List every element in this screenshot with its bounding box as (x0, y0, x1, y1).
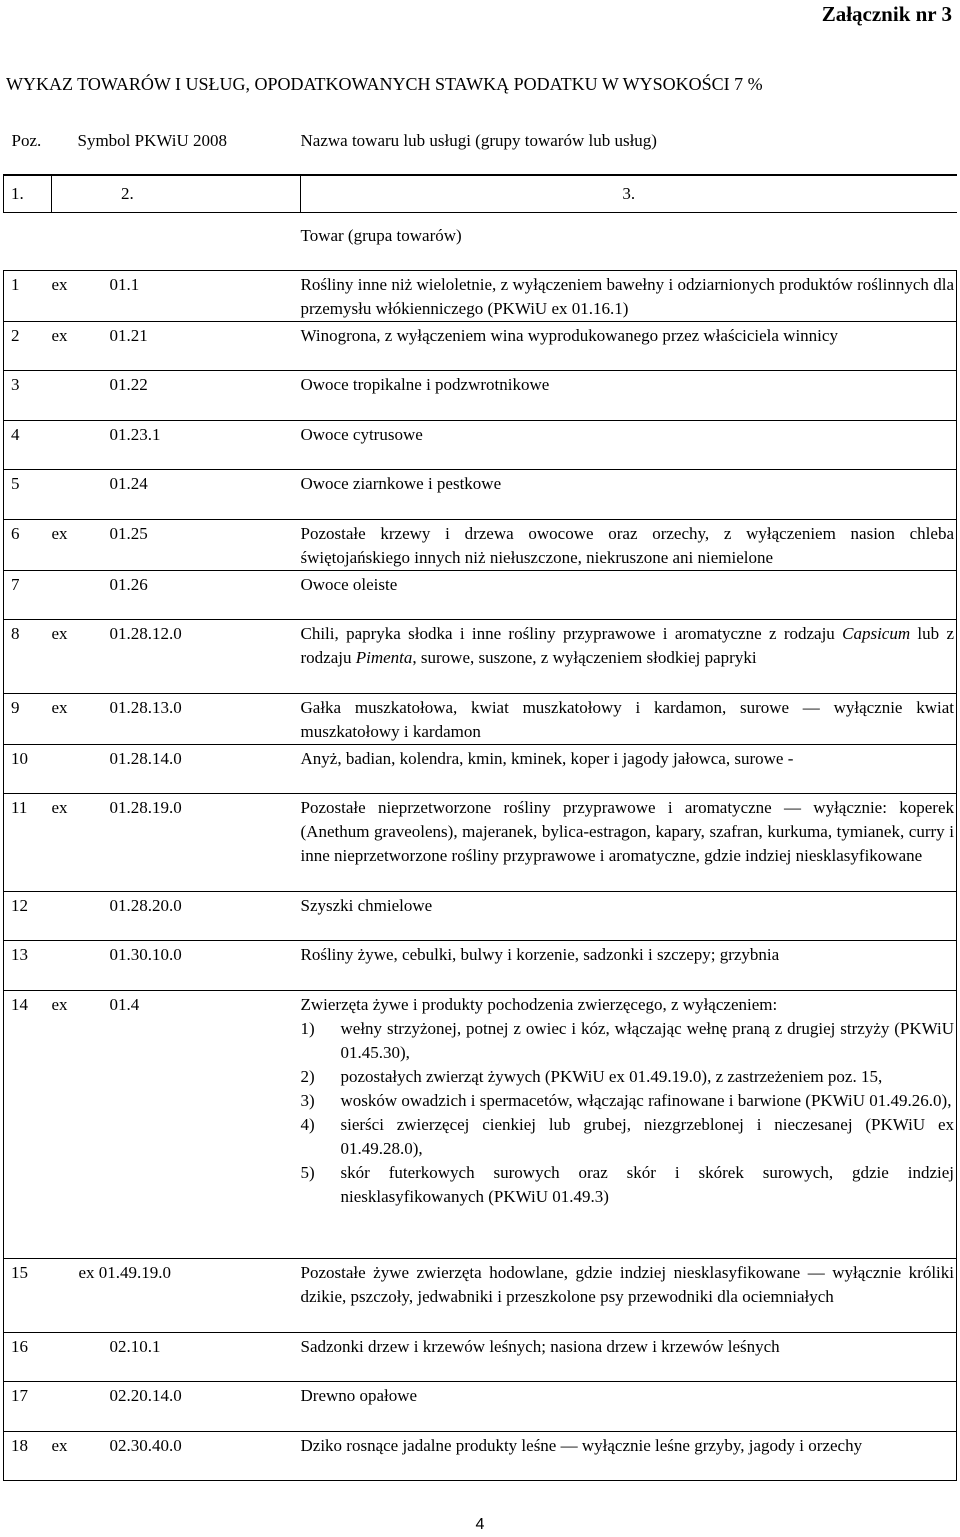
header-row (4, 127, 957, 175)
row-code: 01.24 (109, 474, 148, 493)
row-poz: 9 (11, 698, 20, 717)
table-row (4, 322, 957, 371)
row-ex: ex (51, 698, 68, 717)
row-code: 01.28.12.0 (109, 624, 182, 643)
row-text: Anyż, badian, kolendra, kmin, kminek, koper i jagody jałowca, surowe - (300, 749, 794, 768)
row-code: 01.28.13.0 (109, 698, 182, 717)
row-text (301, 991, 957, 1259)
row-code: 01.23.1 (109, 425, 161, 444)
column-number-3: 3. (301, 175, 957, 213)
row-poz: 2 (11, 326, 20, 345)
row-ex (52, 571, 110, 620)
row-poz: 8 (11, 624, 20, 643)
section-title: Towar (grupa towarów) (300, 226, 462, 245)
row-poz: 15 (11, 1263, 28, 1282)
row-ex: ex (51, 624, 68, 643)
row-ex: ex (51, 275, 68, 294)
row-poz: 3 (11, 375, 20, 394)
row-ex (52, 745, 110, 794)
row-code: 02.10.1 (109, 1337, 161, 1356)
list-item: 3) wosków owadzich i spermacetów, włączając rafinowane i barwione (PKWiU 01.49.26.0), (300, 1091, 952, 1110)
row-code: 01.28.14.0 (109, 749, 182, 768)
row-text: Szyszki chmielowe (300, 896, 433, 915)
table-row (4, 271, 957, 322)
row-code: 01.30.10.0 (109, 945, 182, 964)
section-row (4, 213, 957, 271)
row-poz: 1 (11, 275, 20, 294)
row-poz: 6 (11, 524, 20, 543)
row-code: 01.28.19.0 (109, 798, 182, 817)
table-row (4, 520, 957, 571)
table-row (4, 1259, 957, 1333)
row-poz: 4 (11, 425, 20, 444)
row-ex (52, 371, 110, 421)
table-row (4, 694, 957, 745)
table-row (4, 745, 957, 794)
row-code: 01.25 (109, 524, 148, 543)
row-text: Gałka muszkatołowa, kwiat muszkatołowy i kardamon, surowe ― wyłącznie kwiat muszkatołowy i kardamon (300, 698, 954, 741)
list-item: 1) wełny strzyżonej, potnej z owiec i kóz, włączając wełnę praną z drugiej strzyży (PKWiU 01.45.30), (300, 1019, 954, 1062)
row-ex: ex (51, 326, 68, 345)
header-symbol: Symbol PKWiU 2008 (77, 131, 227, 150)
row-ex (52, 1382, 110, 1432)
row-poz: 5 (11, 474, 20, 493)
row-text: Drewno opałowe (300, 1386, 418, 1405)
row-text: Owoce oleiste (300, 575, 398, 594)
row-code: 02.20.14.0 (109, 1386, 182, 1405)
annex-label: Załącznik nr 3 (821, 2, 952, 26)
column-number-1: 1. (4, 175, 52, 213)
header-name: Nazwa towaru lub usługi (grupy towarów lub usług) (300, 131, 657, 150)
row-text: Rośliny żywe, cebulki, bulwy i korzenie, sadzonki i szczepy; grzybnia (300, 945, 780, 964)
row-text: Dziko rosnące jadalne produkty leśne ― wyłącznie leśne grzyby, jagody i orzechy (300, 1436, 863, 1455)
table-row (4, 1382, 957, 1432)
table-row (4, 794, 957, 892)
column-numbers-row (4, 175, 957, 213)
list-item: 5) skór futerkowych surowych oraz skór i skórek surowych, gdzie indziej niesklasyfikowanych (PKWiU 01.49.3) (300, 1163, 954, 1206)
row-poz: 10 (11, 749, 28, 768)
table-row (4, 941, 957, 991)
table-row (4, 620, 957, 694)
row-ex (52, 470, 110, 520)
row-text: Owoce tropikalne i podzwrotnikowe (300, 375, 550, 394)
row-poz: 13 (11, 945, 28, 964)
row-code: 01.22 (109, 375, 148, 394)
row-text: Chili, papryka słodka i inne rośliny przyprawowe i aromatyczne z rodzaju Capsicum lub z rodzaju Pimenta, surowe, suszone, z wyłączeniem słodkiej papryki (300, 624, 954, 667)
row-ex: ex (51, 798, 68, 817)
table-row (4, 371, 957, 421)
goods-table (3, 127, 957, 1481)
row-ex (52, 421, 110, 470)
table-row (4, 892, 957, 941)
row-text: Winogrona, z wyłączeniem wina wyprodukowanego przez właściciela winnicy (300, 326, 838, 345)
row-ex (52, 892, 110, 941)
row-ex: ex (51, 995, 68, 1014)
row-poz: 11 (11, 798, 28, 817)
table-row (4, 991, 957, 1259)
header-poz: Poz. (11, 131, 42, 150)
list-item: 2) pozostałych zwierząt żywych (PKWiU ex 01.49.19.0), z zastrzeżeniem poz. 15, (300, 1067, 883, 1086)
document-title: WYKAZ TOWARÓW I USŁUG, OPODATKOWANYCH STAWKĄ PODATKU W WYSOKOŚCI 7 % (6, 74, 763, 94)
table-row (4, 470, 957, 520)
row-ex (52, 1333, 110, 1382)
row-intro: Zwierzęta żywe i produkty pochodzenia zwierzęcego, z wyłączeniem: (300, 995, 778, 1014)
row-poz: 17 (11, 1386, 28, 1405)
table-row (4, 1333, 957, 1382)
column-number-2: 2. (52, 175, 301, 213)
row-code: ex 01.49.19.0 (78, 1263, 172, 1282)
row-ex: ex (51, 524, 68, 543)
row-text: Pozostałe nieprzetworzone rośliny przyprawowe i aromatyczne ― wyłącznie: koperek (Anethum graveolens), majeranek, bylica-estragon, kapary, szafran, kurkuma, tymianek, curry i inne nieprzetworzone rośliny przyprawowe i aromatyczne, gdzie indziej niesklasyfikowane (300, 798, 954, 865)
row-code: 01.21 (109, 326, 148, 345)
table-row (4, 571, 957, 620)
table-row (4, 1432, 957, 1481)
row-text: Owoce cytrusowe (300, 425, 423, 444)
row-code: 01.1 (109, 275, 140, 294)
row-code: 01.28.20.0 (109, 896, 182, 915)
list-item: 4) sierści zwierzęcej cienkiej lub grubej, niezgrzeblonej i nieczesanej (PKWiU ex 01.49.28.0), (300, 1115, 954, 1158)
row-text: Sadzonki drzew i krzewów leśnych; nasiona drzew i krzewów leśnych (300, 1337, 780, 1356)
row-code: 01.26 (109, 575, 148, 594)
row-text: Owoce ziarnkowe i pestkowe (300, 474, 502, 493)
table-row (4, 421, 957, 470)
row-text: Rośliny inne niż wieloletnie, z wyłączeniem bawełny i odziarnionych produktów roślinnych dla przemysłu włókienniczego (PKWiU ex 01.16.1) (300, 275, 954, 318)
row-poz: 16 (11, 1337, 28, 1356)
row-ex: ex (51, 1436, 68, 1455)
row-ex (52, 941, 110, 991)
row-poz: 18 (11, 1436, 28, 1455)
row-poz: 7 (11, 575, 20, 594)
row-poz: 14 (11, 995, 28, 1014)
row-code: 01.4 (109, 995, 140, 1014)
row-poz: 12 (11, 896, 28, 915)
row-code: 02.30.40.0 (109, 1436, 182, 1455)
exclusions-list (301, 1017, 955, 1209)
row-text: Pozostałe żywe zwierzęta hodowlane, gdzie indziej niesklasyfikowane ― wyłącznie króliki dzikie, pszczoły, jedwabniki i przeszkolone psy przewodniki dla ociemniałych (300, 1263, 954, 1306)
row-text: Pozostałe krzewy i drzewa owocowe oraz orzechy, z wyłączeniem nasion chleba świętojańskiego innych niż niełuszczone, niekruszone ani niemielone (300, 524, 954, 567)
page-number: 4 (475, 1516, 485, 1533)
